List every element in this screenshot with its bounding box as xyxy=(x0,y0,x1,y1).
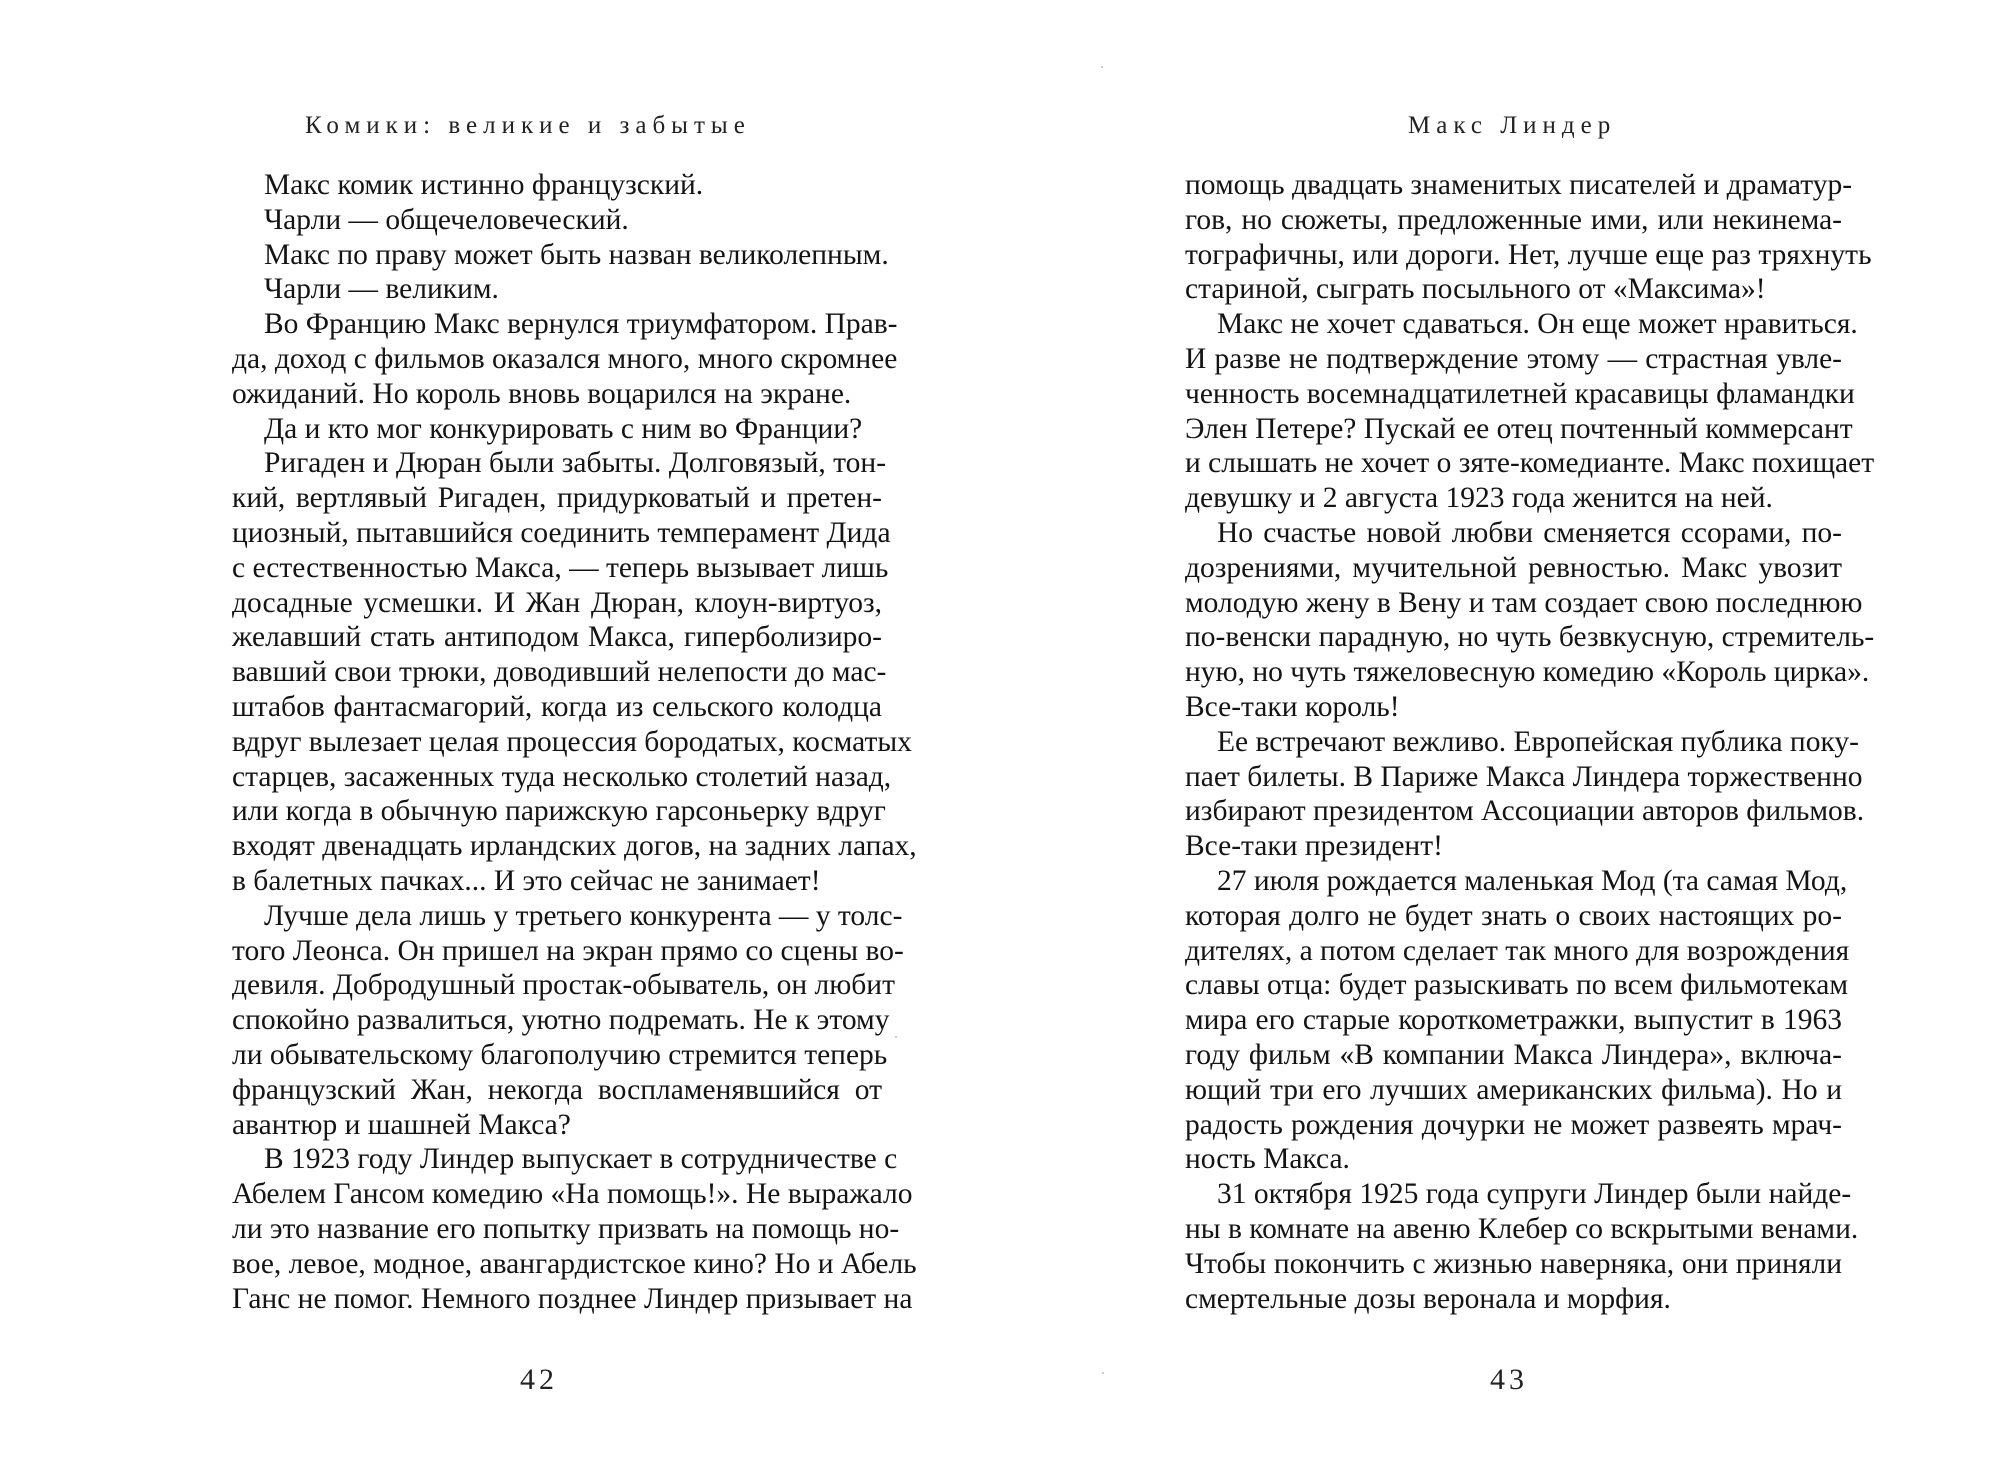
text-line: дителях, а потом сделает так много для возрождения xyxy=(1185,934,1850,967)
text-line: смертельные дозы веронала и морфия. xyxy=(1185,1282,1671,1315)
text-line: которая долго не будет знать о своих настоящих ро- xyxy=(1185,899,1842,932)
text-line: 27 июля рождается маленькая Мод (та самая Мод, xyxy=(1217,864,1848,897)
text-line: ченность восемнадцатилетней красавицы фламандки xyxy=(1185,377,1855,410)
scan-speck xyxy=(1102,1372,1104,1374)
text-line: Чарли — общечеловеческий. xyxy=(264,203,629,236)
page-number-right: 43 xyxy=(1490,1363,1528,1396)
text-line: Чарли — великим. xyxy=(264,273,499,306)
text-line: того Леонса. Он пришел на экран прямо со сцены во- xyxy=(232,934,904,967)
text-line: мира его старые короткометражки, выпустит в 1963 xyxy=(1185,1004,1842,1037)
running-head-left: Комики: великие и забытые xyxy=(305,112,751,139)
text-line: да, доход с фильмов оказался много, много скромнее xyxy=(232,342,898,375)
text-line: досадные усмешки. И Жан Дюран, клоун-виртуоз, xyxy=(232,586,882,619)
text-line: желавший стать антиподом Макса, гиперболизиро- xyxy=(232,621,882,654)
text-line: стариной, сыграть посыльного от «Максима»! xyxy=(1185,273,1766,306)
text-line: девиля. Добродушный простак-обыватель, он любит xyxy=(232,969,895,1002)
text-line: Лучше дела лишь у третьего конкурента — у толс- xyxy=(264,899,903,932)
text-line: 31 октября 1925 года супруги Линдер были найде- xyxy=(1217,1178,1852,1211)
text-line: тографичны, или дороги. Нет, лучше еще раз тряхнуть xyxy=(1185,238,1872,271)
text-line: Ее встречают вежливо. Европейская публика поку- xyxy=(1217,725,1859,758)
text-line: спокойно развалиться, уютно подремать. Не к этому xyxy=(232,1004,890,1037)
text-line: циозный, пытавшийся соединить темперамент Дида xyxy=(232,516,891,549)
text-line: вдруг вылезает целая процессия бородатых, косматых xyxy=(232,725,912,758)
text-line: пает билеты. В Париже Макса Линдера торжественно xyxy=(1185,760,1863,793)
scan-speck xyxy=(1101,66,1103,68)
right-page xyxy=(1000,0,2000,1464)
text-line: Ригаден и Дюран были забыты. Долговязый, тон- xyxy=(264,447,887,480)
text-line: ли обывательскому благополучию стремится теперь xyxy=(232,1038,888,1071)
text-line: Но счастье новой любви сменяется ссорами, по- xyxy=(1217,516,1842,549)
text-line: Чтобы покончить с жизнью наверняка, они приняли xyxy=(1185,1247,1842,1280)
text-line: с естественностью Макса, — теперь вызывает лишь xyxy=(232,551,889,584)
text-line: Все-таки король! xyxy=(1185,690,1400,723)
text-line: девушку и 2 августа 1923 года женится на ней. xyxy=(1185,482,1773,515)
text-line: Абелем Гансом комедию «На помощь!». Не выражало xyxy=(232,1178,913,1211)
text-line: дозрениями, мучительной ревностью. Макс увозит xyxy=(1185,551,1842,584)
text-line: Все-таки президент! xyxy=(1185,830,1443,863)
text-line: избирают президентом Ассоциации авторов фильмов. xyxy=(1185,795,1865,828)
text-line: Во Францию Макс вернулся триумфатором. Прав- xyxy=(264,308,898,341)
text-line: или когда в обычную парижскую гарсоньерку вдруг xyxy=(232,795,886,828)
text-line: гов, но сюжеты, предложенные ими, или некинема- xyxy=(1185,203,1842,236)
text-line: ную, но чуть тяжеловесную комедию «Король цирка». xyxy=(1185,656,1870,689)
text-line: старцев, засаженных туда несколько столетий назад, xyxy=(232,760,892,793)
text-line: ность Макса. xyxy=(1185,1143,1350,1176)
text-line: славы отца: будет разыскивать по всем фильмотекам xyxy=(1185,969,1849,1002)
text-line: Макс комик истинно французский. xyxy=(264,169,704,201)
text-line: Ганс не помог. Немного позднее Линдер призывает на xyxy=(232,1282,913,1315)
text-line: в балетных пачках... И это сейчас не занимает! xyxy=(232,864,821,897)
text-line: ющий три его лучших американских фильма). Но и xyxy=(1185,1073,1842,1106)
text-line: кий, вертлявый Ригаден, придурковатый и претен- xyxy=(232,482,882,515)
text-line: помощь двадцать знаменитых писателей и драматур- xyxy=(1185,169,1853,201)
text-line: входят двенадцать ирландских догов, на задних лапах, xyxy=(232,830,917,863)
page-number-left: 42 xyxy=(520,1363,558,1396)
text-line: Да и кто мог конкурировать с ним во Франции? xyxy=(264,412,863,445)
text-line: Элен Петере? Пускай ее отец почтенный коммерсант xyxy=(1185,412,1853,445)
text-line: молодую жену в Вену и там создает свою последнюю xyxy=(1185,586,1863,619)
text-line: году фильм «В компании Макса Линдера», включа- xyxy=(1185,1038,1842,1071)
text-line: французский Жан, некогда воспламенявшийся от xyxy=(232,1073,882,1106)
text-line: вое, левое, модное, авангардистское кино? Но и Абель xyxy=(232,1247,917,1280)
running-head-right: Макс Линдер xyxy=(1408,112,1617,139)
body-text-left xyxy=(232,168,917,1316)
text-line: и слышать не хочет о зяте-комедианте. Макс похищает xyxy=(1185,447,1875,480)
text-line: ны в комнате на авеню Клебер со вскрытыми венами. xyxy=(1185,1212,1859,1245)
text-line: ожиданий. Но король вновь воцарился на экране. xyxy=(232,377,852,410)
text-line: вавший свои трюки, доводивший нелепости до мас- xyxy=(232,656,887,689)
text-line: В 1923 году Линдер выпускает в сотрудничестве с xyxy=(264,1143,898,1176)
text-line: Макс по праву может быть назван великолепным. xyxy=(264,238,889,271)
text-line: авантюр и шашней Макса? xyxy=(232,1108,571,1141)
text-line: ли это название его попытку призвать на помощь но- xyxy=(232,1212,900,1245)
text-line: штабов фантасмагорий, когда из сельского колодца xyxy=(232,690,882,723)
text-line: Макс не хочет сдаваться. Он еще может нравиться. xyxy=(1217,308,1858,341)
text-line: И разве не подтверждение этому — страстная увле- xyxy=(1185,342,1842,375)
text-line: радость рождения дочурки не может развеять мрач- xyxy=(1185,1108,1842,1141)
scan-speck xyxy=(895,1036,897,1038)
text-line: по-венски парадную, но чуть безвкусную, стремитель- xyxy=(1185,621,1875,654)
body-text-right xyxy=(1185,168,1875,1316)
